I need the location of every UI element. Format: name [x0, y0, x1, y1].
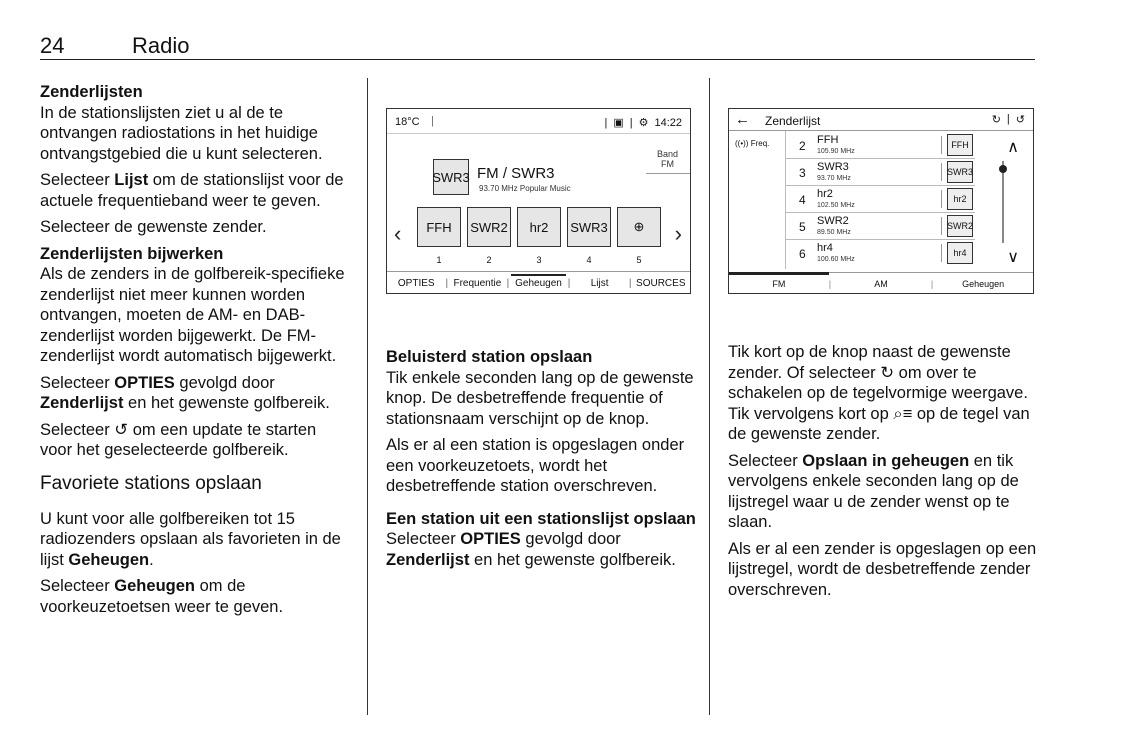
list-item — [785, 213, 975, 240]
list-item — [785, 240, 975, 267]
text-bold: OPTIES — [114, 373, 175, 392]
row-preset-button: FFH — [947, 134, 973, 156]
paragraph — [40, 420, 352, 461]
preset-number: 3 — [536, 255, 542, 265]
preset-number: 2 — [486, 255, 492, 265]
clock-time: 14:22 — [654, 116, 682, 129]
row-number: 5 — [799, 220, 806, 234]
column-2 — [386, 347, 696, 576]
row-frequency: 93.70 MHz — [817, 175, 851, 182]
station-info: 93.70 MHz Popular Music — [479, 184, 571, 193]
search-list-icon: ⌕≡ — [893, 404, 913, 423]
separator: | — [431, 115, 434, 127]
temperature: 18°C — [395, 116, 420, 128]
row-station: hr4 — [817, 242, 833, 254]
text: . — [149, 550, 154, 569]
text-bold: Zenderlijst — [40, 394, 124, 412]
row-number: 4 — [799, 193, 806, 207]
separator: | — [604, 116, 608, 129]
text-bold: OPTIES — [460, 530, 521, 548]
paragraph — [386, 529, 696, 570]
divider — [387, 271, 690, 272]
separator: | — [828, 278, 832, 289]
list-header — [729, 109, 1033, 131]
band-label: Band — [656, 149, 678, 159]
text: gevolgd door — [520, 530, 621, 548]
radio-wave-icon: ((•)) — [735, 139, 749, 148]
divider — [646, 173, 690, 174]
back-arrow-icon: ← — [735, 111, 750, 128]
tab-opties: OPTIES — [397, 278, 435, 289]
paragraph: In de stationslijsten ziet u al de te ontvangen radiostations in het huidige ontvangstgebied die u kunt selecteren. — [40, 103, 323, 163]
row-frequency: 105.90 MHz — [817, 148, 855, 155]
text: gevolgd door — [174, 373, 275, 392]
divider — [941, 190, 942, 208]
paragraph — [40, 170, 352, 211]
heading-beluisterd: Beluisterd station opslaan — [386, 348, 593, 366]
freq-filter — [735, 139, 769, 148]
column-3 — [728, 342, 1038, 606]
tab-geheugen: Geheugen — [509, 278, 568, 289]
paragraph: Selecteer de gewenste zender. — [40, 218, 267, 236]
list-item — [785, 186, 975, 213]
row-number: 2 — [799, 139, 806, 153]
paragraph — [40, 576, 352, 617]
paragraph — [40, 509, 352, 571]
separator: | — [567, 278, 571, 289]
preset-button: SWR3 — [567, 207, 611, 247]
divider — [387, 133, 690, 134]
page-number: 24 — [40, 33, 65, 58]
add-preset-button: ⊕ — [617, 207, 661, 247]
status-right — [604, 116, 682, 129]
page-header — [40, 30, 1035, 60]
separator: | — [930, 278, 934, 289]
text-bold: Geheugen — [68, 550, 150, 569]
text: op de tegel van de gewenste zender. — [728, 404, 1030, 443]
paragraph: Als er al een station is opgeslagen onder een voorkeuzetoets, wordt het desbetreffende station overschreven. — [386, 436, 685, 495]
refresh-icon: ↺ — [1015, 114, 1025, 126]
row-station: FFH — [817, 134, 839, 146]
text: Selecteer — [728, 451, 803, 470]
row-preset-button: hr2 — [947, 188, 973, 210]
row-station: SWR3 — [817, 161, 849, 173]
list-title: Zenderlijst — [765, 114, 821, 128]
tab-fm: FM — [729, 279, 829, 289]
scrollbar-track — [1002, 161, 1004, 243]
gear-icon: ⚙ — [638, 117, 649, 129]
heading-bijwerken: Zenderlijsten bijwerken — [40, 244, 224, 263]
refresh-icon: ↺ — [114, 420, 129, 439]
row-frequency: 100.60 MHz — [817, 256, 855, 263]
radio-screen-illustration — [386, 108, 691, 294]
scrollbar-thumb — [999, 165, 1007, 173]
text: om de voorkeuzetoetsen weer te geven. — [40, 577, 284, 616]
chevron-left-icon: ‹ — [394, 221, 402, 246]
header-icons — [992, 113, 1025, 126]
status-bar — [395, 115, 682, 131]
station-logo: SWR3 — [433, 159, 469, 195]
text: Tik kort op de knop naast de gewenste zender. Of selecteer — [728, 343, 1011, 382]
paragraph — [728, 451, 1038, 533]
column-1 — [40, 82, 352, 623]
paragraph: Tik enkele seconden lang op de gewenste knop. De desbetreffende frequentie of stationsnaam verschijnt op de knop. — [386, 368, 694, 428]
text: en tik vervolgens enkele seconden lang op de lijstregel waar u de zender wenst op te slaan. — [728, 451, 1019, 531]
row-station: hr2 — [817, 188, 833, 200]
heading-uit-lijst: Een station uit een stationslijst opslaan — [386, 509, 696, 528]
text: om over te schakelen op de tegelvormige weergave. Tik vervolgens kort op — [728, 363, 1028, 423]
view-toggle-icon: ↻ — [880, 363, 895, 382]
divider — [941, 217, 942, 235]
chevron-right-icon: › — [674, 221, 682, 246]
heading-favoriete: Favoriete stations opslaan — [40, 472, 262, 494]
preset-button: SWR2 — [467, 207, 511, 247]
preset-number: 4 — [586, 255, 592, 265]
station-list-screen-illustration — [728, 108, 1034, 294]
text: Selecteer — [386, 530, 461, 548]
band-tab-bar — [729, 272, 1033, 294]
paragraph: Als er al een zender is opgeslagen op een lijstregel, wordt de desbetreffende zender overschreven. — [728, 539, 1037, 599]
separator: | — [629, 116, 633, 129]
text: Selecteer — [40, 577, 115, 595]
text: Selecteer — [40, 171, 115, 189]
text: Selecteer — [40, 373, 115, 392]
text-bold: Geheugen — [114, 577, 195, 595]
tab-am: AM — [874, 278, 888, 289]
tab-sources: SOURCES — [636, 278, 686, 289]
row-preset-button: SWR3 — [947, 161, 973, 183]
text: en het gewenste golfbereik. — [123, 394, 330, 412]
paragraph: Als de zenders in de golfbereik-specifieke zenderlijst niet meer kunnen worden ontvangen, moeten de AM- en DAB-zenderlijst worden bijgewerkt. De FM-zenderlijst wordt automatisch bijgewerkt. — [40, 265, 345, 365]
text: en het gewenste golfbereik. — [469, 550, 676, 569]
band-value: FM — [660, 159, 674, 169]
text: U kunt voor alle golfbereiken tot 15 radiozenders opslaan als favorieten in de lijst — [40, 509, 341, 569]
preset-button: hr2 — [517, 207, 561, 247]
phone-icon: ▣ — [613, 117, 624, 129]
divider — [941, 136, 942, 154]
row-station: SWR2 — [817, 215, 849, 227]
row-number: 3 — [799, 166, 806, 180]
text: om een update te starten voor het geselecteerde golfbereik. — [40, 420, 317, 459]
divider — [941, 163, 942, 181]
column-divider — [709, 78, 710, 715]
preset-button: FFH — [417, 207, 461, 247]
separator: | — [628, 278, 632, 289]
tab-frequentie: Frequentie — [453, 278, 502, 289]
list-item — [785, 132, 975, 159]
divider — [941, 244, 942, 262]
column-divider — [367, 78, 368, 715]
view-toggle-icon: ↻ — [991, 114, 1001, 126]
row-number: 6 — [799, 247, 806, 261]
chevron-up-icon: ∧ — [1007, 139, 1019, 156]
freq-label: Freq. — [750, 139, 770, 148]
preset-number: 5 — [636, 255, 642, 265]
preset-number: 1 — [436, 255, 442, 265]
list-item — [785, 159, 975, 186]
tab-lijst: Lijst — [590, 278, 609, 289]
text-bold: Zenderlijst — [386, 550, 470, 569]
separator: | — [1006, 113, 1010, 125]
paragraph — [728, 342, 1038, 445]
separator: | — [506, 278, 510, 289]
row-frequency: 102.50 MHz — [817, 202, 855, 209]
separator: | — [445, 278, 449, 289]
text-bold: Opslaan in geheugen — [802, 451, 970, 470]
text: Selecteer — [40, 420, 115, 439]
text: om de stationslijst voor de actuele frequentieband weer te geven. — [40, 171, 344, 210]
tab-geheugen: Geheugen — [962, 278, 1005, 289]
row-frequency: 89.50 MHz — [817, 229, 851, 236]
paragraph — [40, 373, 352, 414]
chevron-down-icon: ∨ — [1007, 249, 1019, 266]
tab-bar — [387, 273, 690, 294]
row-preset-button: hr4 — [947, 242, 973, 264]
heading-zenderlijsten: Zenderlijsten — [40, 83, 143, 101]
text-bold: Lijst — [114, 171, 149, 189]
row-preset-button: SWR2 — [947, 215, 973, 237]
current-station: FM / SWR3 — [477, 165, 555, 182]
band-indicator — [657, 149, 678, 169]
page-title: Radio — [132, 33, 190, 58]
